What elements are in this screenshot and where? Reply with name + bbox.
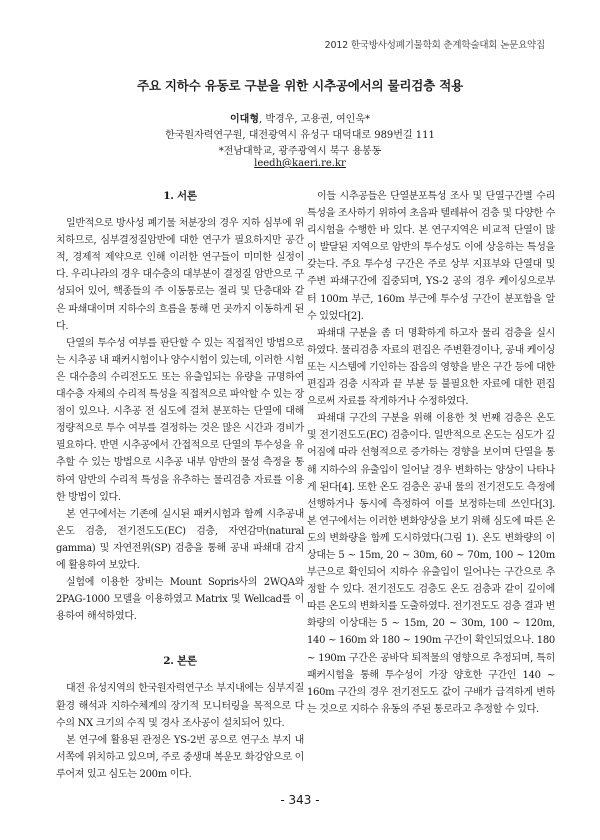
paragraph-intro-1: 일반적으로 방사성 폐기물 처분장의 경우 지하 심부에 위치하므로, 심부결정질암반에 대한 연구가 필요하지만 공간적, 경제적 제약으로 인해 이러한 연구들이 미미한 실정이다. 우리나라의 경우 대수층의 대부분이 결정질 암반으로 구성되어 있어, 핵종들의 주 이동통로는 절리 및 단층대와 같은 파쇄대이며 지하수의 흐름을 통해 먼 곳까지 이동하게 된다. bbox=[56, 218, 304, 332]
paragraph-intro-2: 단열의 투수성 여부를 판단할 수 있는 직접적인 방법으로는 시추공 내 패커시험이나 양수시험이 있는데, 이러한 시험은 대수층의 수리전도도 또는 유출입되는 유량을 규명하여 대수층 자체의 수리적 특성을 직접적으로 파악할 수 있는 장점이 있으나. 시추공 전 심도에 걸쳐 분포하는 단열에 대해 정량적으로 투수 여부를 결정하는 것은 많은 시간과 경비가 필요하다. 반면 시추공에서 간접적으로 단열의 투수성을 유추할 수 있는 방법으로 시추공 내부 암반의 물성 측정을 통하여 암반의 수리적 특성을 유추하는 물리검층 자료를 이용한 방법이 있다. bbox=[56, 337, 304, 503]
section-heading-intro: 1. 서론 bbox=[163, 190, 197, 202]
affiliation-secondary: *전남대학교, 광주광역시 북구 용봉동 bbox=[218, 146, 382, 157]
affiliation-primary: 한국원자력연구원, 대전광역시 유성구 대덕대로 989번길 111 bbox=[165, 130, 435, 141]
co-authors: , 박경우, 고용권, 여인욱* bbox=[258, 114, 370, 125]
running-header: 2012 한국방사성폐기물학회 춘계학술대회 논문요약집 bbox=[324, 40, 545, 51]
paragraph-body-4: 파쇄대 구분을 좀 더 명확하게 하고자 물리 검층을 실시하였다. 물리검층 자료의 편집은 주변환경이나, 공내 케이싱 또는 시스템에 기인하는 잡음의 영향을 받은 구간 등에 대한 편집과 검층 시작과 끝 부분 등 불필요한 자료에 대한 편집으로써 자료를 작게하거나 수정하였다. bbox=[307, 327, 555, 408]
page-number: - 343 - bbox=[280, 793, 320, 807]
paragraph-body-3: 이들 시추공들은 단열분포특성 조사 및 단열구간별 수리특성을 조사하기 위하여 초음파 텔레뷰어 검층 및 다양한 수리시험을 수행한 바 있다. 본 연구지역은 비교적 단열이 많이 발달된 지역으로 암반의 투수성도 이에 상응하는 특성을 갖는다. 주요 투수성 구간은 주로 상부 지표부와 단열대 및 주변 파쇄구간에 집중되며, YS-2 공의 경우 케이싱으로부터 100m 부근, 160m 부근에 투수성 구간이 분포함을 알 수 있었다[2]. bbox=[307, 191, 555, 322]
lead-author: 이대형 bbox=[230, 114, 259, 125]
paragraph-body-2: 본 연구에 활용된 관정은 YS-2번 공으로 연구소 부지 내 서쪽에 위치하고 있으며, 주로 중생대 복운모 화강암으로 이루어져 있고 심도는 200m 이다. bbox=[56, 734, 304, 780]
section-heading-body: 2. 본론 bbox=[163, 655, 197, 668]
paragraph-intro-3: 본 연구에서는 기존에 실시된 패커시험과 함께 시추공내 온도 검층, 전기전도도(EC) 검층, 자연감마(natural gamma) 및 자연전위(SP) 검층을 통해 공내 파쇄대 감지에 활용하여 보았다. bbox=[56, 508, 304, 571]
paper-title: 주요 지하수 유동로 구분을 위한 시추공에서의 물리검층 적용 bbox=[137, 78, 463, 93]
author-list bbox=[0, 110, 600, 125]
right-column bbox=[307, 188, 555, 718]
paragraph-intro-4: 실험에 이용한 장비는 Mount Sopris사의 2WQA와 2PAG-1000 모델을 이용하였고 Matrix 및 Wellcad를 이용하여 해석하였다. bbox=[56, 577, 304, 623]
paragraph-body-5: 파쇄대 구간의 구분을 위해 이용한 첫 번째 검층은 온도 및 전기전도도(EC) 검층이다. 일반적으로 온도는 심도가 깊어짐에 따라 선형적으로 증가하는 경향을 보이며 단열을 통해 지하수의 유출입이 일어날 경우 변화하는 양상이 나타나게 된다[4]. 또한 온도 검층은 공내 물의 전기전도도 측정에 선행하거나 동시에 측정하여 이를 보정하는데 쓰인다[3]. 본 연구에서는 이러한 변화양상을 보기 위해 심도에 따른 온도의 변화량을 함께 도시하였다(그림 1). 온도 변화량의 이상대는 5 ~ 15m, 20 ~ 30m, 60 ~ 70m, 100 ~ 120m 부근으로 확인되어 지하수 유출입이 일어나는 구간으로 추정할 수 있다. 전기전도도 검층도 온도 검층과 같이 깊이에 따른 온도의 변화치를 도출하였다. 전기전도도 검층 결과 변화량의 이상대는 5 ~ 15m, 20 ~ 30m, 100 ~ 120m, 140 ~ 160m 와 180 ~ 190m 구간이 확인되었으나. 180 ~ 190m 구간은 공바닥 퇴적물의 영향으로 추정되며, 특히 패커시험을 통해 투수성이 가장 양호한 구간인 140 ~ 160m 구간의 경우 전기전도도 값이 구배가 급격하게 변하는 것으로 지하수 유동의 주된 통로라고 추정할 수 있다. bbox=[307, 413, 555, 715]
author-email: leedh@kaeri.re.kr bbox=[254, 158, 346, 169]
paragraph-body-1: 대전 유성지역의 한국원자력연구소 부지내에는 심부지질환경 해석과 지하수체계의 장기적 모니터링을 목적으로 다수의 NX 크기의 수직 및 경사 조사공이 설치되어 있다. bbox=[56, 683, 304, 729]
left-column bbox=[56, 188, 304, 783]
